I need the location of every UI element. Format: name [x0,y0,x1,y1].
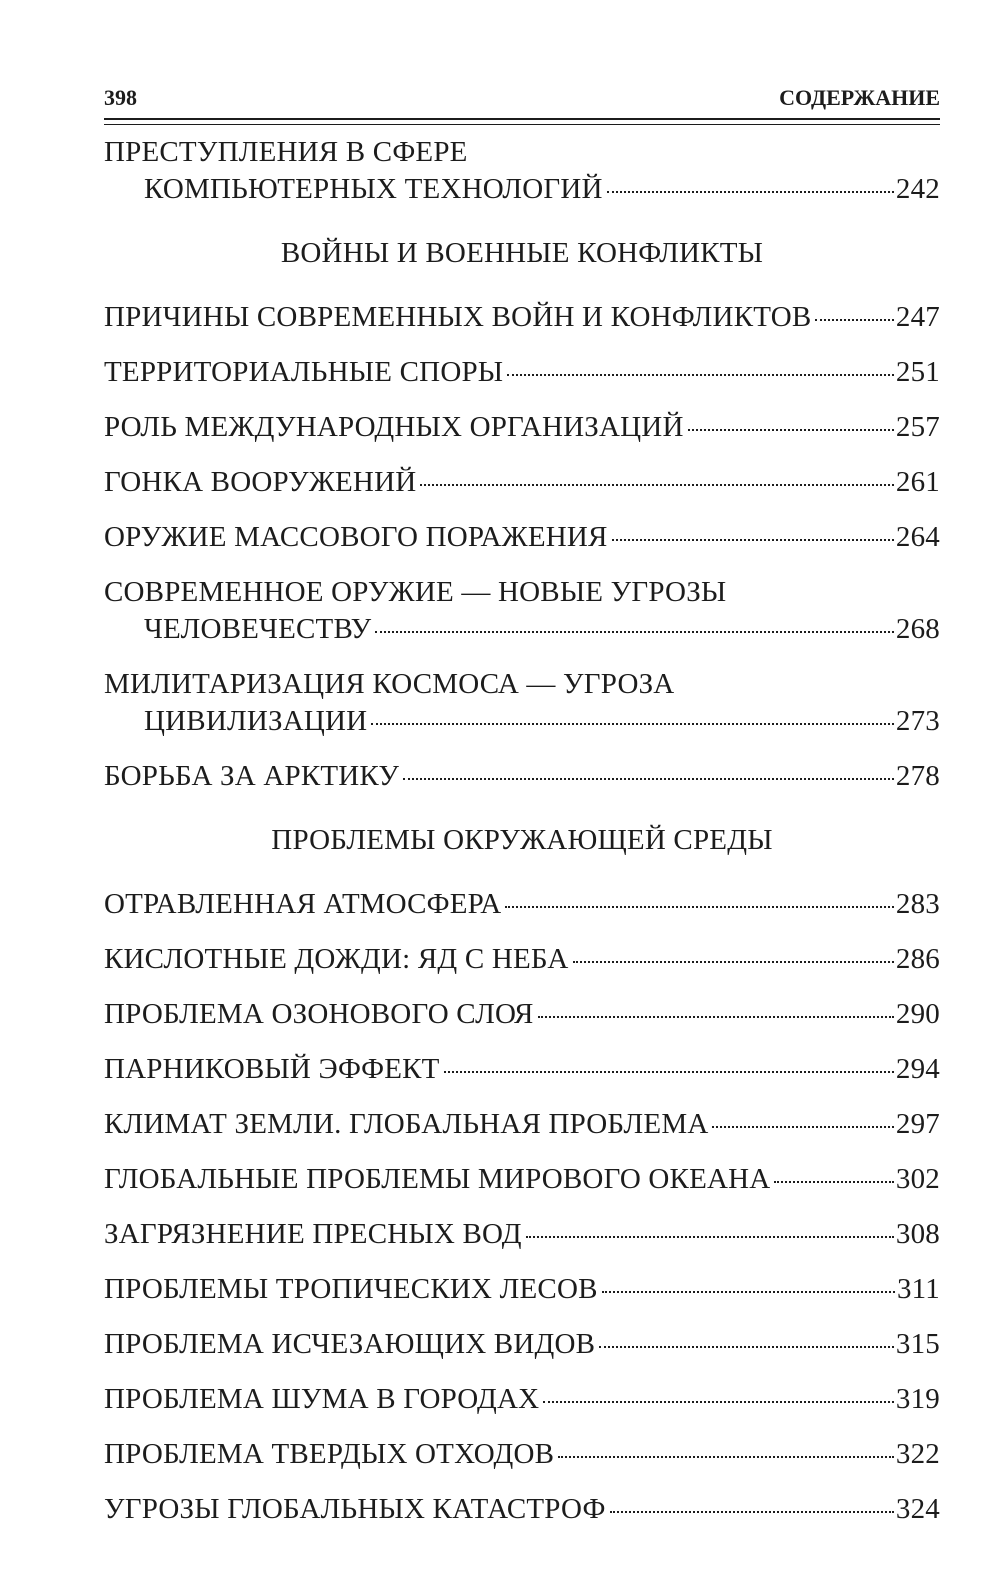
toc-entry-title: ПРОБЛЕМЫ ТРОПИЧЕСКИХ ЛЕСОВ [104,1273,598,1305]
toc-entry-title: ПАРНИКОВЫЙ ЭФФЕКТ [104,1053,440,1085]
toc-entry-title: ЗАГРЯЗНЕНИЕ ПРЕСНЫХ ВОД [104,1218,522,1250]
leader-dots [375,631,893,633]
toc-entry-page: 264 [895,521,940,553]
toc-entry-title: ГЛОБАЛЬНЫЕ ПРОБЛЕМЫ МИРОВОГО ОКЕАНА [104,1163,771,1195]
toc-entry-title: УГРОЗЫ ГЛОБАЛЬНЫХ КАТАСТРОФ [104,1493,606,1525]
toc-entry-title: ПРОБЛЕМА ОЗОНОВОГО СЛОЯ [104,998,534,1030]
toc-entry-page: 311 [896,1273,940,1305]
toc-entry-title: КИСЛОТНЫЕ ДОЖДИ: ЯД С НЕБА [104,943,569,975]
toc-entry-page: 319 [895,1383,940,1415]
toc-entry[interactable] [104,409,940,446]
toc-entry-page: 278 [895,760,940,792]
toc-entry[interactable] [104,666,940,740]
toc-entry-page: 322 [895,1438,940,1470]
toc-entry[interactable] [104,1161,940,1198]
toc-entry[interactable] [104,758,940,795]
toc-entry-page: 324 [895,1493,940,1525]
toc-entry-title-line1: СОВРЕМЕННОЕ ОРУЖИЕ — НОВЫЕ УГРОЗЫ [104,576,727,608]
toc-entry-page: 308 [895,1218,940,1250]
toc-entry[interactable] [104,464,940,501]
leader-dots [573,961,894,963]
running-title: СОДЕРЖАНИЕ [779,85,940,110]
toc-entry-title: БОРЬБА ЗА АРКТИКУ [104,760,400,792]
toc-entry[interactable] [104,299,940,336]
toc-entry-page: 286 [895,943,940,975]
toc-entry-title: КЛИМАТ ЗЕМЛИ. ГЛОБАЛЬНАЯ ПРОБЛЕМА [104,1108,709,1140]
toc-entry-page: 283 [895,888,940,920]
toc-entry[interactable] [104,1381,940,1418]
leader-dots [688,429,894,431]
toc-entry-page: 268 [895,613,940,645]
header-rule-thick [104,118,940,120]
header-rule-thin [104,124,940,125]
toc-entry[interactable] [104,1216,940,1253]
leader-dots [403,778,894,780]
toc-entry[interactable] [104,941,940,978]
toc-entry-title: ПРОБЛЕМА ШУМА В ГОРОДАХ [104,1383,540,1415]
toc-entry-page: 251 [895,356,940,388]
toc-entry[interactable] [104,1271,940,1308]
toc-entry-page: 247 [895,301,940,333]
toc-entry-title-line1: ПРЕСТУПЛЕНИЯ В СФЕРЕ [104,136,468,168]
leader-dots [543,1401,894,1403]
leader-dots [444,1071,894,1073]
leader-dots [612,539,894,541]
toc-entry-page: 302 [895,1163,940,1195]
toc-entry-page: 315 [895,1328,940,1360]
leader-dots [599,1346,894,1348]
toc-entry-title-line2: ЦИВИЛИЗАЦИИ [144,705,368,737]
toc-entry-title-line2: ЧЕЛОВЕЧЕСТВУ [144,613,372,645]
toc-entry-page: 297 [895,1108,940,1140]
page-number: 398 [104,85,137,110]
toc-entry-title-line2: КОМПЬЮТЕРНЫХ ТЕХНОЛОГИЙ [144,173,603,205]
toc-entry-title: ОТРАВЛЕННАЯ АТМОСФЕРА [104,888,502,920]
toc-entry[interactable] [104,1051,940,1088]
toc-entry[interactable] [104,354,940,391]
toc-entry-page: 273 [895,705,940,737]
toc-entry-title-line1: МИЛИТАРИЗАЦИЯ КОСМОСА — УГРОЗА [104,668,675,700]
toc-entry-page: 290 [895,998,940,1030]
toc-entry[interactable] [104,886,940,923]
section-heading: ВОЙНЫ И ВОЕННЫЕ КОНФЛИКТЫ [280,237,764,269]
toc-entry[interactable] [104,1106,940,1143]
toc-entry-title: ТЕРРИТОРИАЛЬНЫЕ СПОРЫ [104,356,504,388]
leader-dots [607,191,894,193]
running-head [104,86,940,110]
section-heading: ПРОБЛЕМЫ ОКРУЖАЮЩЕЙ СРЕДЫ [271,824,773,856]
toc-entry[interactable] [104,1436,940,1473]
toc-entry-page: 294 [895,1053,940,1085]
leader-dots [610,1511,894,1513]
leader-dots [712,1126,893,1128]
leader-dots [526,1236,894,1238]
leader-dots [774,1181,893,1183]
toc-entry-page: 242 [895,173,940,205]
toc-entry-title: ПРОБЛЕМА ИСЧЕЗАЮЩИХ ВИДОВ [104,1328,596,1360]
leader-dots [507,374,894,376]
leader-dots [505,906,893,908]
toc-entry-title: ПРИЧИНЫ СОВРЕМЕННЫХ ВОЙН И КОНФЛИКТОВ [104,301,812,333]
toc-entry-title: ГОНКА ВООРУЖЕНИЙ [104,466,417,498]
leader-dots [371,723,894,725]
toc-entry[interactable] [104,1326,940,1363]
leader-dots [420,484,894,486]
toc-entry[interactable] [104,574,940,648]
table-of-contents [104,134,940,1546]
toc-entry[interactable] [104,996,940,1033]
toc-entry-title: РОЛЬ МЕЖДУНАРОДНЫХ ОРГАНИЗАЦИЙ [104,411,684,443]
leader-dots [602,1291,895,1293]
toc-entry[interactable] [104,519,940,556]
leader-dots [538,1016,894,1018]
toc-entry[interactable] [104,1491,940,1528]
toc-entry[interactable] [104,134,940,208]
leader-dots [558,1456,894,1458]
leader-dots [815,319,893,321]
toc-entry-title: ПРОБЛЕМА ТВЕРДЫХ ОТХОДОВ [104,1438,555,1470]
toc-entry-page: 261 [895,466,940,498]
toc-entry-title: ОРУЖИЕ МАССОВОГО ПОРАЖЕНИЯ [104,521,608,553]
toc-entry-page: 257 [895,411,940,443]
